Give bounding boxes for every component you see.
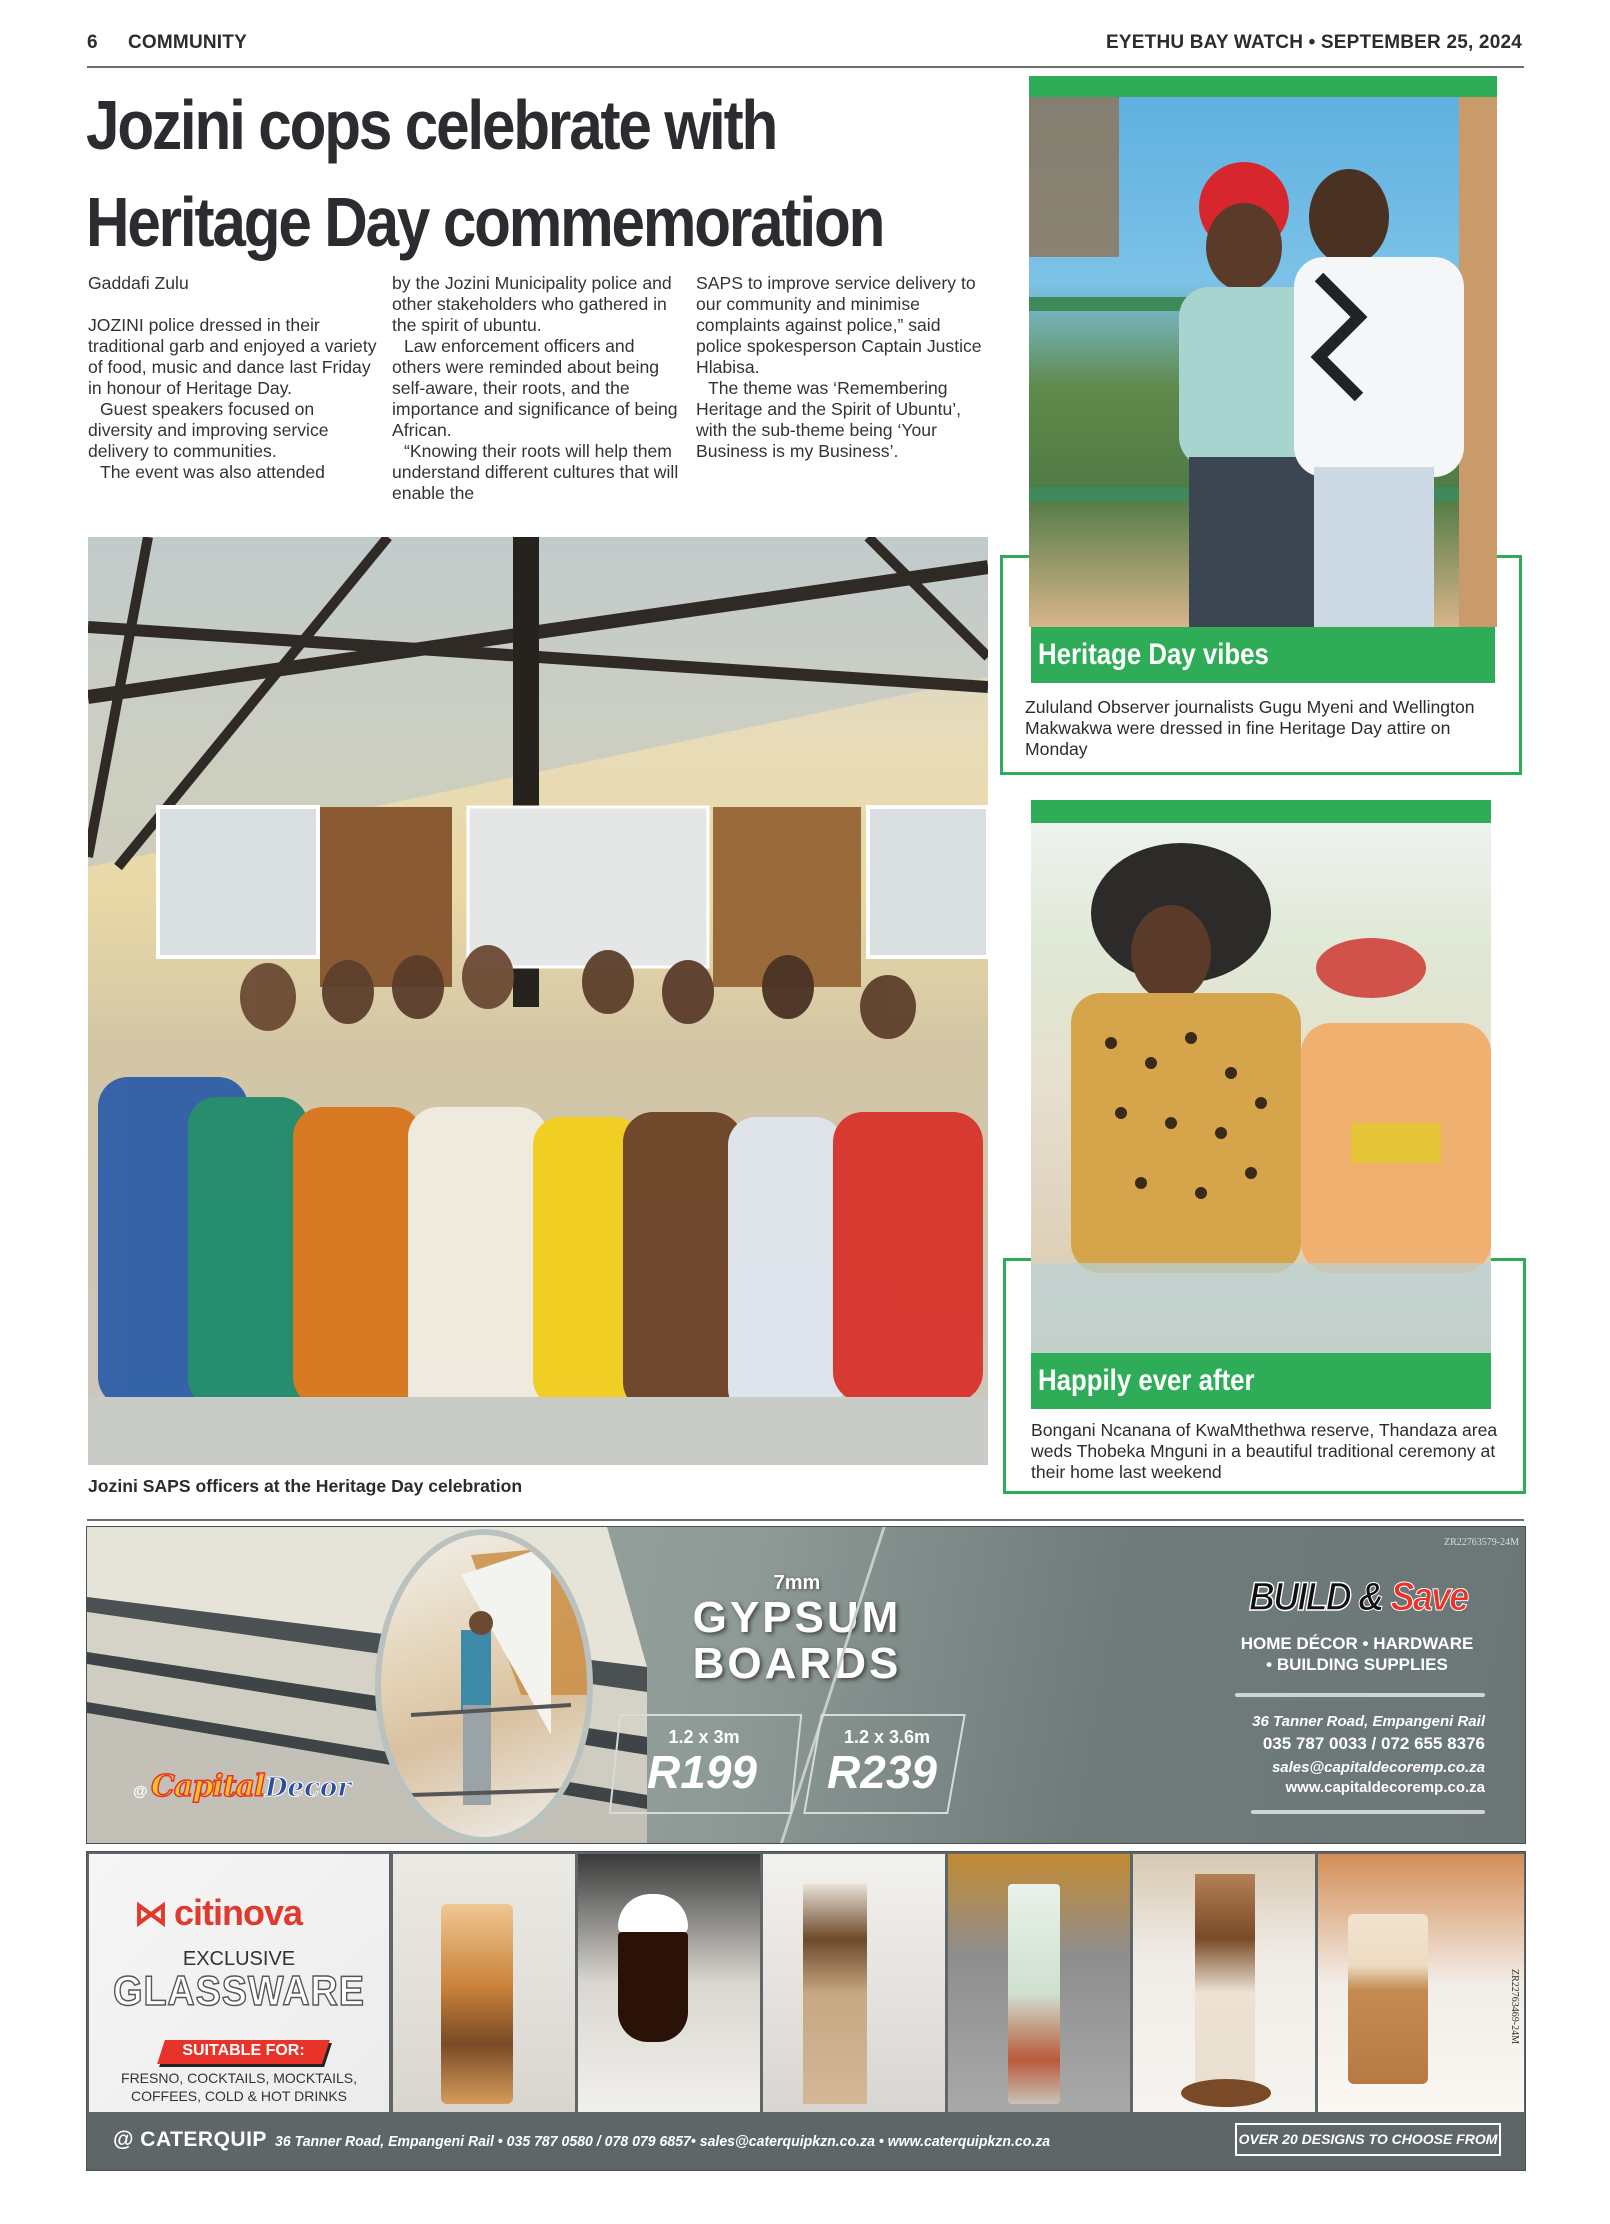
photo-traditional-wedding [1031,823,1491,1353]
citinova-panel [89,1854,389,2112]
tagline-line2: • BUILDING SUPPLIES [1266,1655,1448,1674]
publication-date: EYETHU BAY WATCH • SEPTEMBER 25, 2024 [1106,32,1522,53]
capital-decor-logo-part2: Decor [265,1773,351,1803]
price-value-1: R199 [647,1746,757,1798]
article-column-3 [696,273,986,462]
wedding-illustration [1031,823,1491,1353]
story-top-bar [1031,800,1491,823]
suitable-line2: COFFEES, COLD & HOT DRINKS [131,2088,347,2104]
caterquip-store: @ CATERQUIP [113,2128,267,2151]
headline-line-1: Jozini cops celebrate with [86,86,777,164]
couple-illustration [1029,97,1497,627]
brand-part2: Save [1390,1575,1468,1619]
headline-line-2: Heritage Day commemoration [86,183,884,261]
byline: Gaddafi Zulu [88,273,189,293]
section-divider [87,1519,1524,1521]
citinova-mark-icon: ⋈ [134,1895,168,1933]
capital-decor-logo-part1: Capital [151,1769,265,1804]
build-and-save-logo [1249,1575,1468,1620]
brand-part1: BUILD [1249,1575,1350,1619]
drink-photo-mojito [948,1854,1130,2112]
paragraph: JOZINI police dressed in their traditional garb and enjoyed a variety of food, music and dance last Friday in honour of Heritage Day. [88,315,377,398]
citinova-brand: citinova [174,1892,303,1933]
story-caption: Zululand Observer journalists Gugu Myeni and Wellington Makwakwa were dressed in fine Heritage Day attire on Monday [1025,697,1475,759]
suitable-line1: FRESNO, COCKTAILS, MOCKTAILS, [121,2070,357,2086]
drink-photo-iced-coffee [393,1854,575,2112]
brand-amp: & [1358,1575,1383,1619]
store-at-symbol: @ [133,1783,148,1800]
price-value-2: R239 [827,1746,937,1798]
photo-heritage-day-couple [1029,97,1497,627]
section-label: COMMUNITY [128,32,247,53]
ad-ref-code: ZR22763469-24M [1509,1969,1520,2044]
drink-photo-iced-caramel-latte [1133,1854,1315,2112]
divider [1235,1693,1485,1697]
paragraph: “Knowing their roots will help them understand different cultures that will enable the [392,441,679,503]
suitable-label: SUITABLE FOR: [182,2042,305,2059]
page-number: 6 [87,32,98,53]
paragraph: Law enforcement officers and others were reminded about being self-aware, their roots, and the importance and significance of being African. [392,336,678,440]
store-website[interactable]: www.capitaldecoremp.co.za [1285,1779,1485,1796]
paragraph: by the Jozini Municipality police and other stakeholders who gathered in the spirit of ubuntu. [392,273,672,335]
paragraph: The event was also attended [100,462,325,482]
price-size-2: 1.2 x 3.6m [843,1727,931,1747]
group-photo [88,537,988,1465]
header-rule [87,66,1524,68]
ad-build-and-save[interactable] [86,1526,1526,1844]
drink-photo-iced-latte [763,1854,945,2112]
store-phone: 035 787 0033 / 072 655 8376 [1262,1734,1485,1753]
product-size: 7mm [773,1572,821,1594]
store-address: 36 Tanner Road, Empangeni Rail [1252,1713,1485,1730]
main-photo-caption: Jozini SAPS officers at the Heritage Day celebration [88,1476,523,1496]
citinova-line2: GLASSWARE [113,1967,365,2014]
ad-ref-code: ZR22763579-24M [1444,1537,1519,1548]
drink-photo-cappuccino-mug [1318,1854,1524,2112]
article-column-1 [88,273,378,483]
designs-badge: OVER 20 DESIGNS TO CHOOSE FROM [1235,2123,1501,2156]
tagline-line1: HOME DÉCOR • HARDWARE [1240,1634,1474,1653]
story-caption: Bongani Ncanana of KwaMthethwa reserve, Thandaza area weds Thobeka Mnguni in a beautiful traditional ceremony at their home last weekend [1031,1420,1498,1482]
price-size-1: 1.2 x 3m [668,1727,740,1747]
citinova-logo [134,1892,302,1934]
worker-installing-ceiling-image [375,1529,593,1843]
group-photo-illustration [88,537,988,1465]
story-title: Happily ever after [1031,1353,1491,1409]
paragraph: The theme was ‘Remembering Heritage and the Spirit of Ubuntu’, with the sub-theme being ‘Your Business is my Business’. [696,378,962,461]
caterquip-details[interactable]: 36 Tanner Road, Empangeni Rail • 035 787 0580 / 078 079 6857• sales@caterquipkzn.co.za • www.caterquipkzn.co.za [275,2133,1051,2150]
ad-citinova-caterquip[interactable] [86,1851,1526,2171]
product-name-line2: BOARDS [692,1639,902,1688]
citinova-line1: EXCLUSIVE [182,1948,296,1970]
caterquip-footer [113,2128,1100,2152]
paragraph: Guest speakers focused on diversity and improving service delivery to communities. [88,399,329,461]
story-title: Heritage Day vibes [1031,627,1495,683]
paragraph: SAPS to improve service delivery to our community and minimise complaints against police,” said police spokesperson Captain Justice Hlabisa. [696,273,982,377]
drink-photo-irish-coffee [578,1854,760,2112]
article-column-2 [392,273,687,504]
divider [1251,1810,1485,1814]
store-email[interactable]: sales@capitaldecoremp.co.za [1271,1759,1485,1776]
story-top-bar [1029,76,1497,97]
product-name-line1: GYPSUM [692,1593,902,1642]
